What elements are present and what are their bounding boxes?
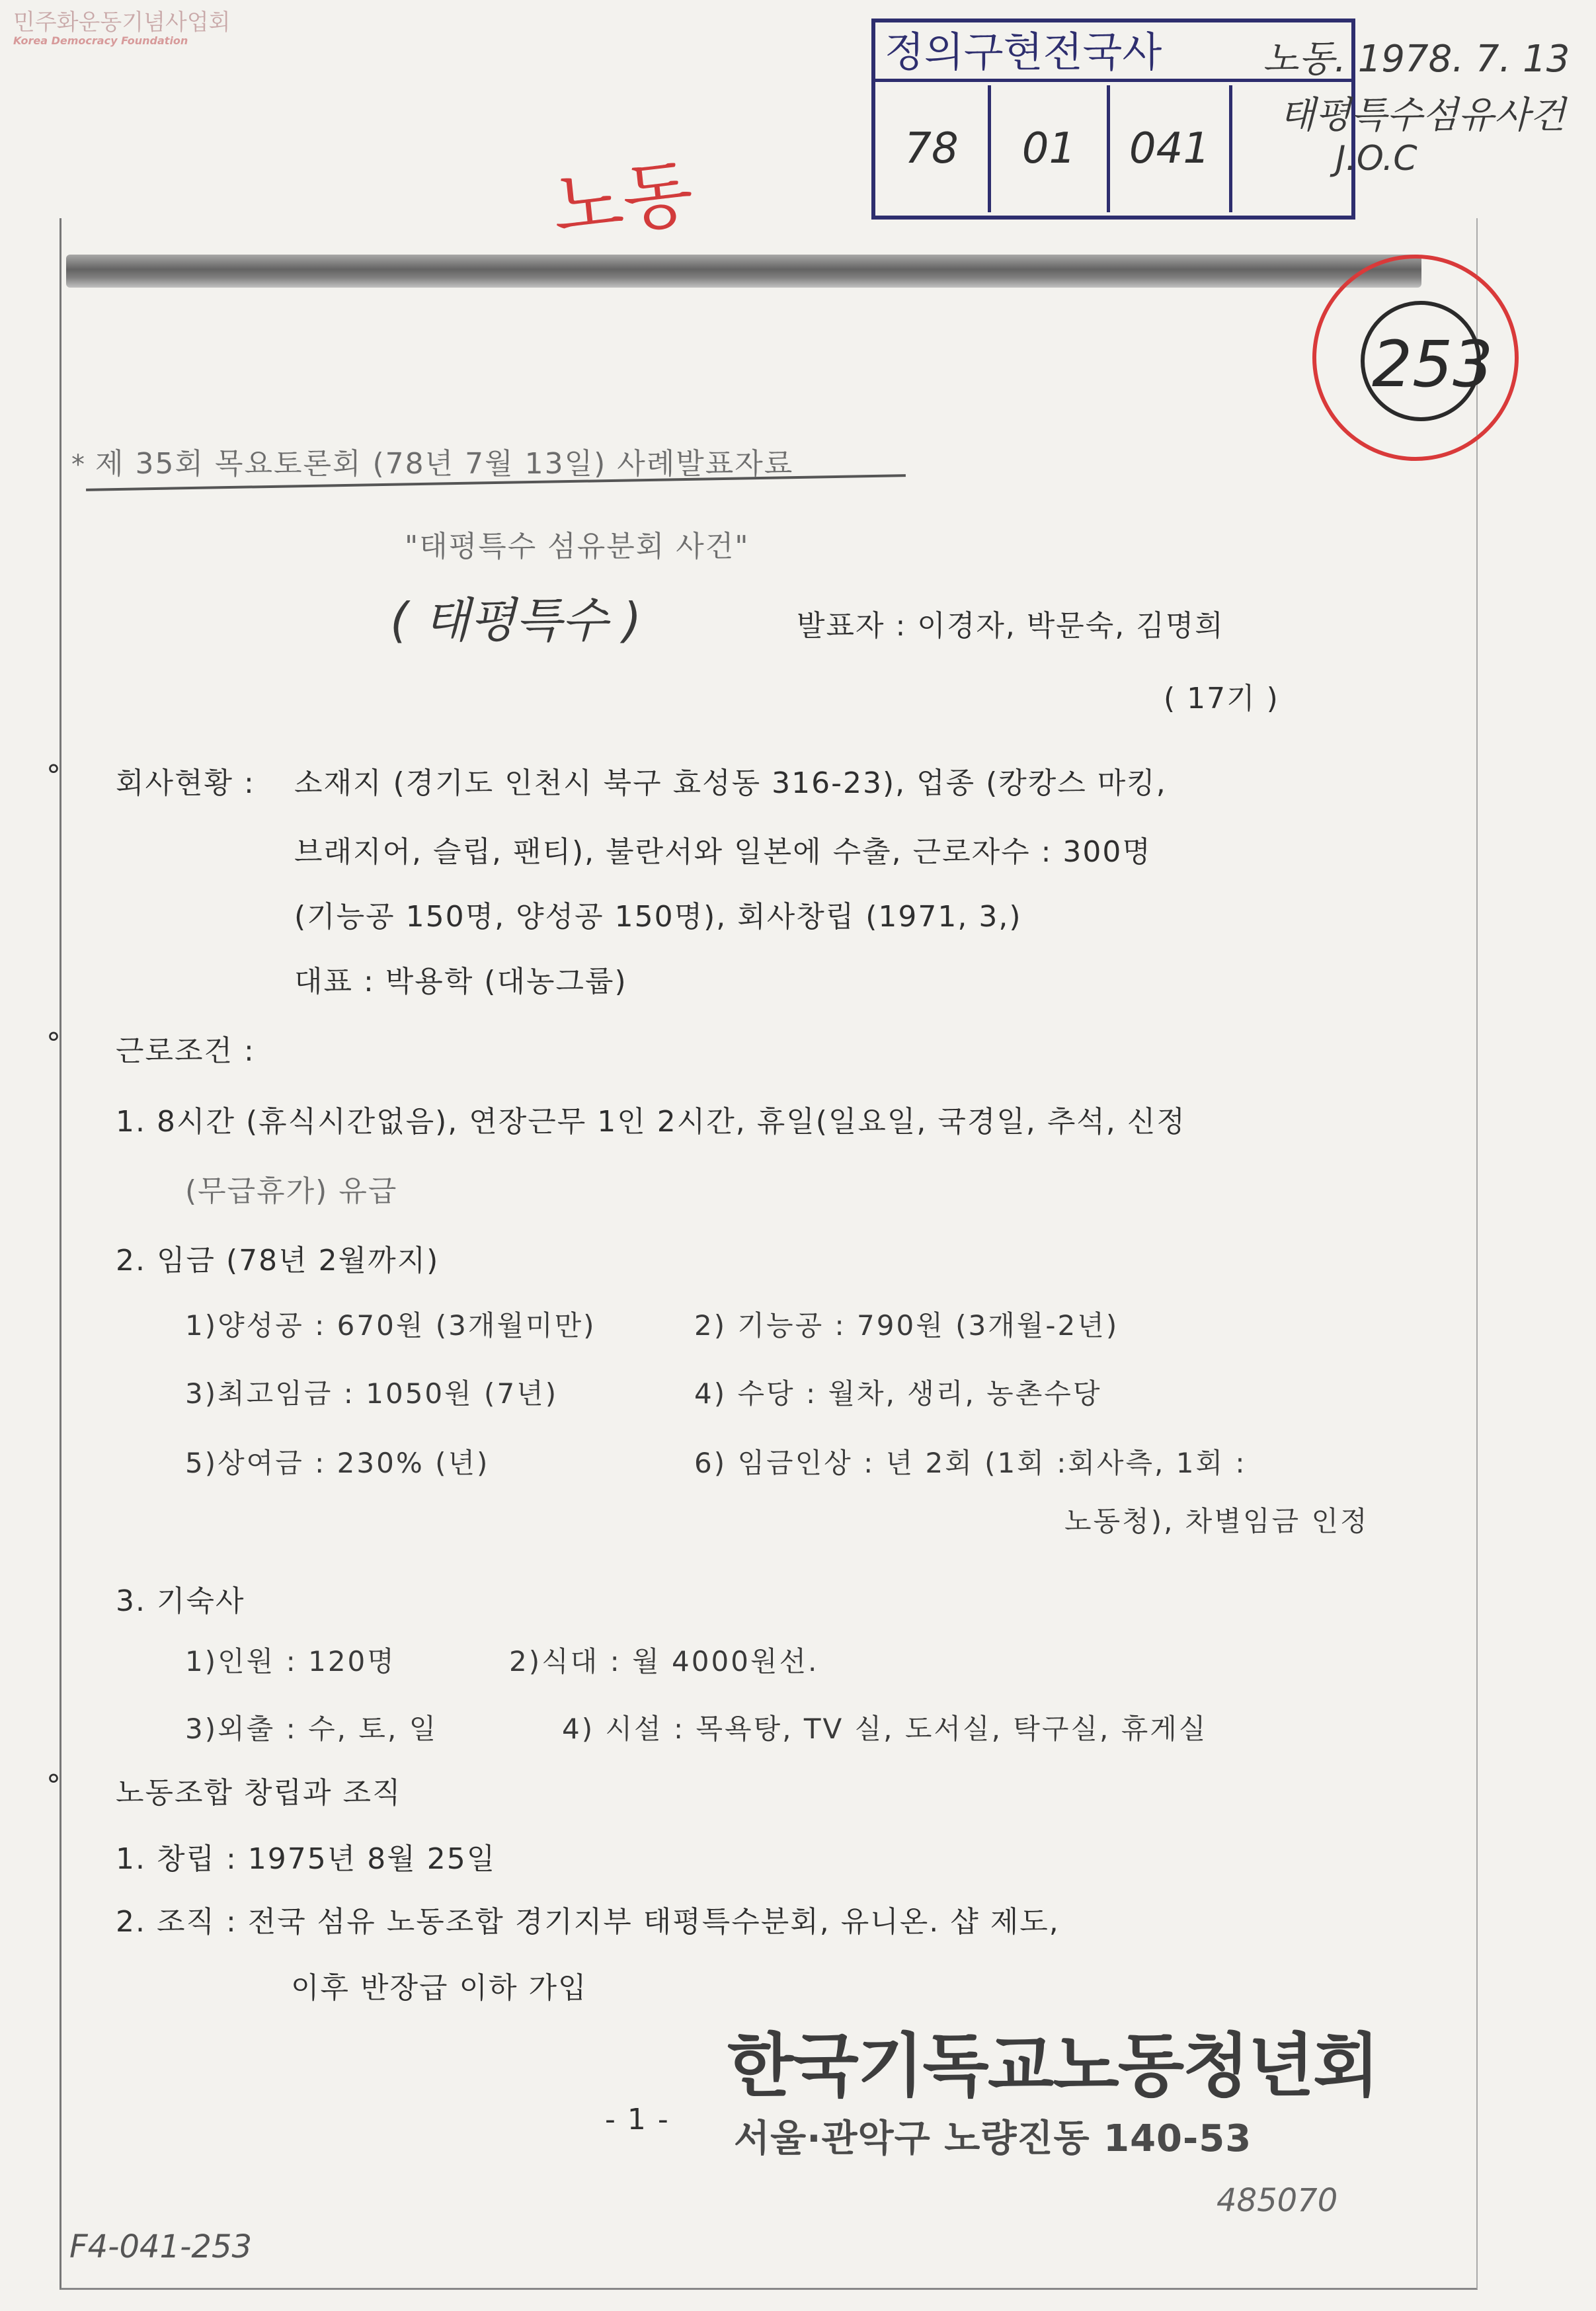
union-label: 노동조합 창립과 조직 xyxy=(116,1776,402,1810)
org-stamp-address: 서울·관악구 노량진동 140-53 xyxy=(734,2117,1252,2160)
doc-heading: * 제 35회 목요토론회 (78년 7월 13일) 사례발표자료 xyxy=(71,447,794,481)
category-mark: 노동 xyxy=(548,151,698,250)
wage-continuation: 노동청), 차별임금 인정 xyxy=(1064,1505,1369,1537)
handwritten-case: 태평특수섬유사건 xyxy=(1279,94,1566,137)
term-label: ( 17기 ) xyxy=(1164,682,1279,715)
wage-row-3-right: 6) 임금인상 : 년 2회 (1회 :회사측, 1회 : xyxy=(694,1447,1247,1479)
wage-row-2-right: 4) 수당 : 월차, 생리, 농촌수당 xyxy=(694,1377,1102,1410)
cond1-line-1: 1. 8시간 (휴식시간없음), 연장근무 1인 2시간, 휴일(일요일, 국경일, 추석, 신정 xyxy=(116,1105,1186,1139)
conditions-bullet: ° xyxy=(46,1027,62,1061)
stamp-cell-number: 041 xyxy=(1110,85,1232,212)
wage-row-1-left: 1)양성공 : 670원 (3개월미만) xyxy=(185,1309,596,1342)
archive-id-right: 485070 xyxy=(1217,2182,1338,2219)
doc-title: "태평특수 섬유분회 사건" xyxy=(405,530,750,563)
org-stamp-name: 한국기독교노동청년회 xyxy=(727,2025,1378,2106)
doc-heading-text: 제 35회 목요토론회 (78년 7월 13일) 사례발표자료 xyxy=(95,447,794,481)
company-line-2: 브래지어, 슬립, 팬티), 불란서와 일본에 수출, 근로자수 : 300명 xyxy=(294,835,1152,869)
cond2-title: 2. 임금 (78년 2월까지) xyxy=(116,1244,440,1277)
union-founding: 1. 창립 : 1975년 8월 25일 xyxy=(116,1842,497,1876)
conditions-label: 근로조건 : xyxy=(116,1034,255,1068)
wage-row-2-left: 3)최고임금 : 1050원 (7년) xyxy=(185,1377,559,1410)
page-number: - 1 - xyxy=(605,2103,670,2136)
company-bullet: ° xyxy=(46,759,62,793)
company-line-4: 대표 : 박용학 (대농그룹) xyxy=(294,965,627,998)
stamp-cell-code: 01 xyxy=(991,85,1110,212)
dorm-row-2-left: 3)외출 : 수, 토, 일 xyxy=(185,1713,438,1745)
union-bullet: ° xyxy=(46,1769,62,1803)
wage-row-3-left: 5)상여금 : 230% (년) xyxy=(185,1447,490,1479)
dorm-row-1-right: 2)식대 : 월 4000원선. xyxy=(509,1645,819,1678)
watermark-english: Korea Democracy Foundation xyxy=(13,34,188,47)
company-line-3: (기능공 150명, 양성공 150명), 회사창립 (1971, 3,) xyxy=(294,900,1022,934)
dorm-row-1-left: 1)인원 : 120명 xyxy=(185,1645,396,1678)
handwritten-note: ( 태평특수 ) xyxy=(390,592,642,648)
stamp-title: 정의구현전국사 xyxy=(875,22,1351,82)
watermark-korean: 민주화운동기념사업회 xyxy=(13,9,231,36)
archive-id-left: F4-041-253 xyxy=(69,2228,253,2265)
union-org-line-1: 2. 조직 : 전국 섬유 노동조합 경기지부 태평특수분회, 유니온. 샵 제도, xyxy=(116,1905,1060,1939)
handwritten-org: J.O.C xyxy=(1336,139,1417,179)
company-label: 회사현황 : xyxy=(116,766,255,800)
cond1-line-2: (무급휴가) 유급 xyxy=(185,1174,398,1208)
stamp-cell-year: 78 xyxy=(875,85,991,212)
wage-row-1-right: 2) 기능공 : 790원 (3개월-2년) xyxy=(694,1309,1119,1342)
handwritten-date: 노동. 1978. 7. 13 xyxy=(1263,38,1570,81)
watermark-logo xyxy=(13,10,230,47)
union-org-line-2: 이후 반장급 이하 가입 xyxy=(291,1971,588,2005)
dorm-row-2-right: 4) 시설 : 목욕탕, TV 실, 도서실, 탁구실, 휴게실 xyxy=(562,1713,1208,1745)
company-line-1: 소재지 (경기도 인천시 북구 효성동 316-23), 업종 (캉캉스 마킹, xyxy=(294,766,1167,800)
presenters: 발표자 : 이경자, 박문숙, 김명희 xyxy=(797,609,1224,643)
cond3-title: 3. 기숙사 xyxy=(116,1584,245,1618)
page-circle-number xyxy=(1372,327,1493,401)
page-circle-number-text: 253 xyxy=(1372,327,1494,401)
scan-noise-bar xyxy=(66,255,1421,288)
